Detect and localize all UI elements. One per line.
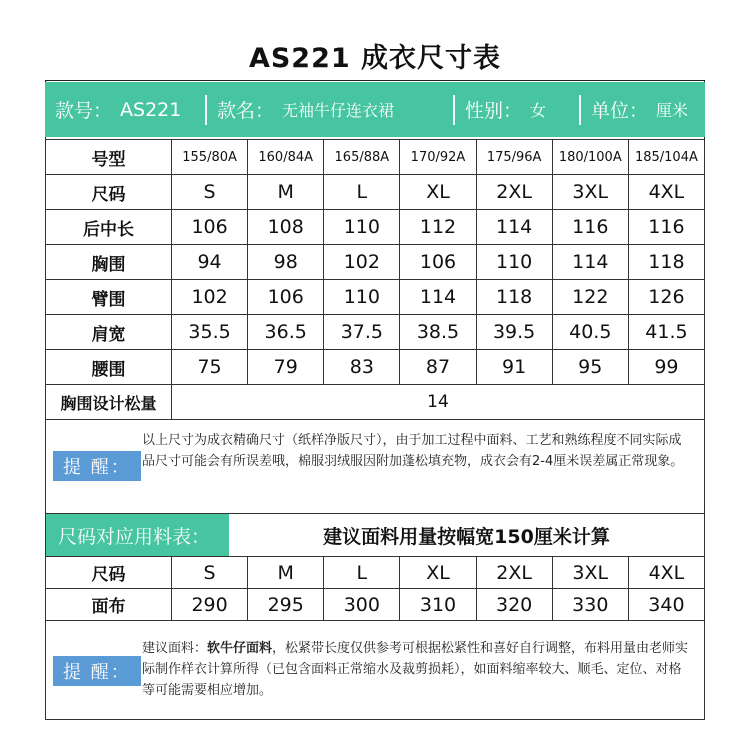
row-label: 号型 <box>46 140 172 175</box>
unit-field <box>581 82 705 137</box>
table-cell: 118 <box>628 245 704 280</box>
divider <box>453 95 455 125</box>
row-label: 肩宽 <box>46 315 172 350</box>
row-label: 腰围 <box>46 350 172 385</box>
table-cell: 83 <box>324 350 400 385</box>
table-cell: 106 <box>248 280 324 315</box>
style-name-field <box>207 82 453 137</box>
style-no-field <box>45 82 205 137</box>
table-row <box>46 140 705 175</box>
table-cell: 110 <box>476 245 552 280</box>
table-row <box>46 589 705 621</box>
fabric-section-title: 尺码对应用料表： <box>46 514 229 556</box>
fabric-recommendation: 软牛仔面料 <box>207 641 273 656</box>
size-table <box>45 139 705 420</box>
table-cell: 39.5 <box>476 315 552 350</box>
table-cell: 102 <box>324 245 400 280</box>
table-cell: 2XL <box>476 557 552 589</box>
table-row <box>46 315 705 350</box>
table-cell: M <box>248 557 324 589</box>
table-cell: 290 <box>172 589 248 621</box>
table-cell: 91 <box>476 350 552 385</box>
table-cell: 118 <box>476 280 552 315</box>
table-cell: 340 <box>628 589 704 621</box>
style-name-label: 款名： <box>217 100 275 122</box>
table-cell: S <box>172 557 248 589</box>
gender-label: 性别： <box>465 100 523 122</box>
ease-label: 胸围设计松量 <box>46 385 172 420</box>
row-label: 臂围 <box>46 280 172 315</box>
table-cell: 87 <box>400 350 476 385</box>
fabric-table <box>45 556 705 621</box>
table-cell: 102 <box>172 280 248 315</box>
style-name-value: 无袖牛仔连衣裙 <box>282 101 395 120</box>
table-cell: 160/84A <box>248 140 324 175</box>
table-cell: 310 <box>400 589 476 621</box>
page-title: AS221 成衣尺寸表 <box>248 43 502 74</box>
table-row <box>46 210 705 245</box>
table-row <box>46 245 705 280</box>
fabric-prefix: 建议面料： <box>142 641 208 656</box>
note-reminder-1 <box>45 413 705 511</box>
table-cell: 79 <box>248 350 324 385</box>
row-label: 尺码 <box>46 175 172 210</box>
table-cell: 330 <box>552 589 628 621</box>
table-cell: 98 <box>248 245 324 280</box>
table-cell: 35.5 <box>172 315 248 350</box>
table-cell: 170/92A <box>400 140 476 175</box>
table-cell: 99 <box>628 350 704 385</box>
table-cell: L <box>324 175 400 210</box>
table-cell: 94 <box>172 245 248 280</box>
table-cell: 114 <box>400 280 476 315</box>
table-cell: 4XL <box>628 557 704 589</box>
info-header-bar <box>45 82 705 137</box>
table-cell: XL <box>400 175 476 210</box>
divider <box>579 95 581 125</box>
table-cell: 4XL <box>628 175 704 210</box>
table-cell: XL <box>400 557 476 589</box>
reminder-badge: 提 醒： <box>53 451 141 481</box>
table-cell: 165/88A <box>324 140 400 175</box>
fabric-section-header <box>45 513 705 557</box>
table-cell: S <box>172 175 248 210</box>
table-cell: 180/100A <box>552 140 628 175</box>
row-label: 后中长 <box>46 210 172 245</box>
table-cell: 122 <box>552 280 628 315</box>
table-cell: 106 <box>172 210 248 245</box>
unit-label: 单位： <box>591 100 649 122</box>
table-cell: 320 <box>476 589 552 621</box>
ease-value: 14 <box>172 385 705 420</box>
table-row <box>46 557 705 589</box>
table-cell: 108 <box>248 210 324 245</box>
note-reminder-2 <box>45 622 705 720</box>
fabric-note: ，松紧带长度仅供参考可根据松紧性和喜好自行调整，布料用量由老师实际制作样衣计算所得（已包含面料正常缩水及裁剪损耗），如面料缩率较大、顺毛、定位、对格等可能需要相应增加。 <box>142 641 689 698</box>
table-cell: 75 <box>172 350 248 385</box>
row-label: 面布 <box>46 589 172 621</box>
reminder-text: 以上尺寸为成衣精确尺寸（纸样净版尺寸），由于加工过程中面料、工艺和熟练程度不同实际成品尺寸可能会有所误差哦，棉服羽绒服因附加蓬松填充物，成衣会有2-4厘米误差属正常现象。 <box>142 433 684 469</box>
fabric-section-subtitle: 建议面料用量按幅宽150厘米计算 <box>323 525 610 548</box>
table-cell: 126 <box>628 280 704 315</box>
unit-value: 厘米 <box>656 101 689 120</box>
table-cell: 3XL <box>552 557 628 589</box>
table-cell: 3XL <box>552 175 628 210</box>
table-cell: 295 <box>248 589 324 621</box>
table-cell: 300 <box>324 589 400 621</box>
row-label: 尺码 <box>46 557 172 589</box>
table-row <box>46 175 705 210</box>
row-label: 胸围 <box>46 245 172 280</box>
divider <box>205 95 207 125</box>
table-cell: 110 <box>324 280 400 315</box>
gender-field <box>455 82 579 137</box>
reminder-badge: 提 醒： <box>53 656 141 686</box>
table-cell: 106 <box>400 245 476 280</box>
table-cell: 116 <box>628 210 704 245</box>
table-cell: L <box>324 557 400 589</box>
table-cell: 175/96A <box>476 140 552 175</box>
table-row <box>46 280 705 315</box>
table-cell: 37.5 <box>324 315 400 350</box>
table-row <box>46 350 705 385</box>
gender-value: 女 <box>530 101 547 120</box>
table-cell: 114 <box>552 245 628 280</box>
table-cell: M <box>248 175 324 210</box>
table-cell: 110 <box>324 210 400 245</box>
table-cell: 116 <box>552 210 628 245</box>
table-cell: 185/104A <box>628 140 704 175</box>
table-cell: 2XL <box>476 175 552 210</box>
table-cell: 36.5 <box>248 315 324 350</box>
style-no-value: AS221 <box>120 98 182 121</box>
table-cell: 112 <box>400 210 476 245</box>
table-cell: 114 <box>476 210 552 245</box>
style-no-label: 款号： <box>55 100 113 122</box>
reminder-text <box>142 638 692 701</box>
table-cell: 41.5 <box>628 315 704 350</box>
table-cell: 95 <box>552 350 628 385</box>
table-cell: 40.5 <box>552 315 628 350</box>
table-cell: 155/80A <box>172 140 248 175</box>
table-cell: 38.5 <box>400 315 476 350</box>
